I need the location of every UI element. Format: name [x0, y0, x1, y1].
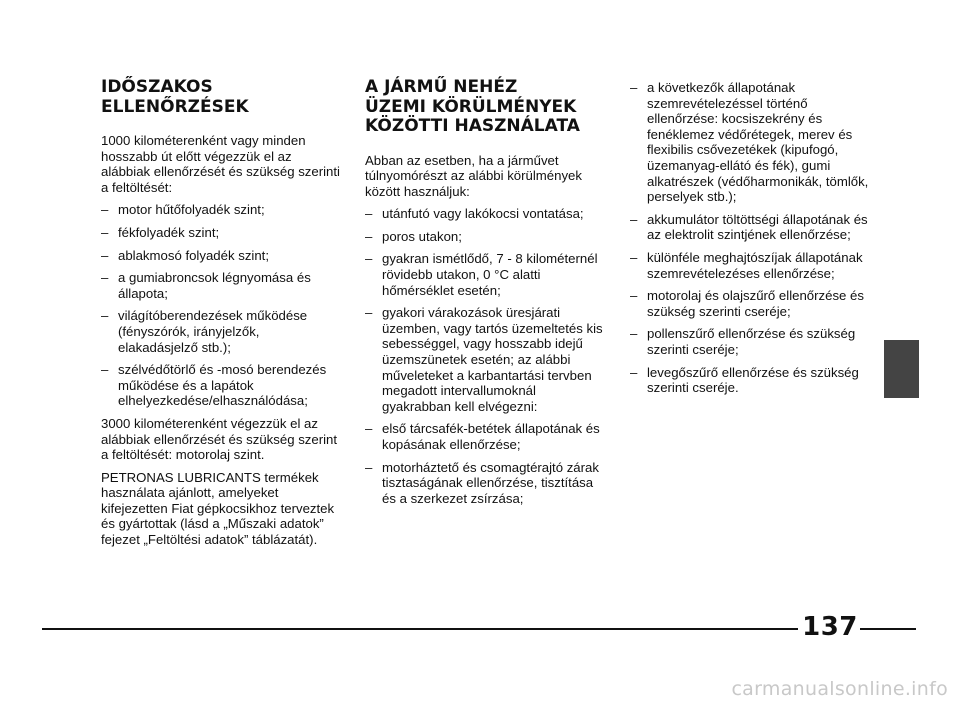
periodic-checks-heading: [101, 78, 341, 117]
list-item: – fékfolyadék szint;: [101, 225, 341, 241]
heavy-use-heading: [365, 78, 605, 137]
list-item: – gyakori várakozások üresjárati üzemben, vagy tartós üzemeltetés kis sebességgel, vagy hosszabb idejű üzemszünetek esetén; az alábbi műveleteket a karbantartási tervben megadott intervallumoknál gyakrabban kell elvégezni:: [365, 305, 605, 414]
list-item: – különféle meghajtószíjak állapotának szemrevételezéses ellenőrzése;: [630, 250, 870, 281]
periodic-checks-column: [101, 78, 341, 555]
heading-line: KÖZÖTTI HASZNÁLATA: [365, 116, 580, 136]
list-item: – ablakmosó folyadék szint;: [101, 248, 341, 264]
heavy-use-continued-list: [630, 80, 870, 396]
list-item: – poros utakon;: [365, 229, 605, 245]
footer-rule-right: [860, 628, 916, 630]
list-item: – pollenszűrő ellenőrzése és szükség szerinti cseréje;: [630, 326, 870, 357]
footer-rule-left: [42, 628, 798, 630]
periodic-checks-list: [101, 202, 341, 409]
heavy-use-intro: Abban az esetben, ha a járművet túlnyomórészt az alábbi körülmények között használjuk:: [365, 152, 582, 199]
list-item: – első tárcsafék-betétek állapotának és kopásának ellenőrzése;: [365, 421, 605, 452]
list-item: – motorolaj és olajszűrő ellenőrzése és szükség szerinti cseréje;: [630, 288, 870, 319]
list-item: – a következők állapotának szemrevételezéssel történő ellenőrzése: kocsiszekrény és fenéklemez védőrétegek, merev és flexibilis csővezetékek (kipufogó, üzemanyag-ellátó és fék), gumi alkatrészek (védőharmonikák, tömlők, perselyek stb.);: [630, 80, 870, 205]
heavy-use-continued-column: [630, 80, 870, 403]
heavy-use-list: [365, 206, 605, 506]
heading-line: ELLENŐRZÉSEK: [101, 96, 249, 117]
lubricants-paragraph: PETRONAS LUBRICANTS termékek használata ajánlott, amelyeket kifejezetten Fiat gépkocsikhoz terveztek és gyártottak (lásd a „Műszaki adatok” fejezet „Feltöltési adatok” táblázatát).: [101, 469, 335, 548]
chapter-tab-marker: [884, 340, 919, 398]
periodic-checks-intro: 1000 kilométerenként vagy minden hosszabb út előtt végezzük el az alábbiak ellenőrzését és szükség szerinti a feltöltését:: [101, 133, 340, 195]
oil-check-paragraph: 3000 kilométerenként végezzük el az alábbiak ellenőrzését és szükség szerint a feltöltését: motorolaj szint.: [101, 415, 338, 463]
list-item: – motorháztető és csomagtérajtó zárak tisztaságának ellenőrzése, tisztítása és a szerkezet zsírzása;: [365, 460, 605, 507]
list-item: – szélvédőtörlő és -mosó berendezés működése és a lapátok elhelyezkedése/elhasználódása;: [101, 362, 341, 409]
list-item: – világítóberendezések működése (fényszórók, irányjelzők, elakadásjelző stb.);: [101, 308, 341, 355]
heading-line: IDŐSZAKOS: [101, 77, 213, 97]
list-item: – gyakran ismétlődő, 7 - 8 kilométernél rövidebb utakon, 0 °C alatti hőmérséklet esetén;: [365, 251, 605, 298]
heavy-use-column: [365, 78, 605, 513]
heading-line: ÜZEMI KÖRÜLMÉNYEK: [365, 96, 577, 117]
list-item: – motor hűtőfolyadék szint;: [101, 202, 341, 218]
page-number: 137: [802, 612, 858, 642]
watermark: carmanualsonline.info: [731, 678, 948, 700]
list-item: – utánfutó vagy lakókocsi vontatása;: [365, 206, 605, 222]
list-item: – a gumiabroncsok légnyomása és állapota;: [101, 270, 341, 301]
list-item: – levegőszűrő ellenőrzése és szükség szerinti cseréje.: [630, 365, 870, 396]
list-item: – akkumulátor töltöttségi állapotának és az elektrolit szintjének ellenőrzése;: [630, 212, 870, 243]
heading-line: A JÁRMŰ NEHÉZ: [365, 77, 518, 97]
